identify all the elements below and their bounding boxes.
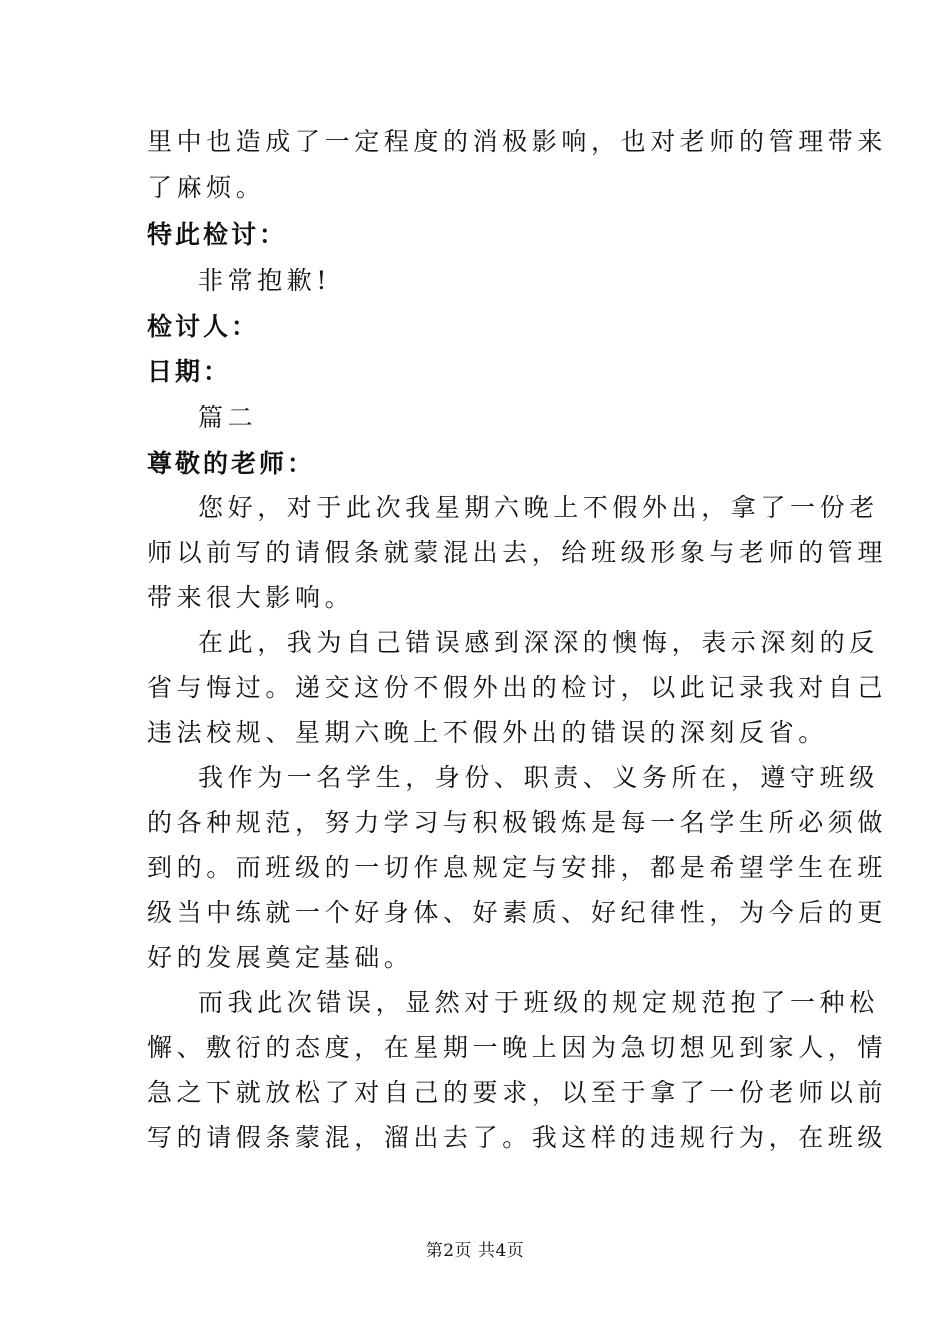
page-number-footer: 第2页 共4页 — [425, 1241, 525, 1261]
text-line: 而我此次错误，显然对于班级的规定规范抱了一种松 — [198, 988, 879, 1017]
text-line: 的各种规范，努力学习与积极锻炼是每一名学生所必须做 — [147, 808, 888, 837]
section-title: 篇二 — [198, 403, 258, 432]
text-line: 师以前写的请假条就蒙混出去，给班级形象与老师的管理 — [147, 538, 888, 567]
text-line: 里中也造成了一定程度的消极影响，也对老师的管理带来 — [147, 127, 888, 156]
text-line: 了麻烦。 — [147, 173, 266, 202]
text-line: 您好，对于此次我星期六晚上不假外出，拿了一份老 — [198, 493, 879, 522]
signer-label: 检讨人： — [147, 312, 260, 341]
text-line: 写的请假条蒙混，溜出去了。我这样的违规行为，在班级 — [147, 1123, 888, 1152]
closing-heading: 特此检讨： — [147, 220, 288, 249]
text-line: 急之下就放松了对自己的要求，以至于拿了一份老师以前 — [147, 1078, 888, 1107]
apology-line: 非常抱歉! — [198, 266, 332, 295]
text-line: 带来很大影响。 — [147, 583, 355, 612]
text-line: 违法校规、星期六晚上不假外出的错误的深刻反省。 — [147, 718, 828, 747]
text-line: 懈、敷衍的态度，在星期一晚上因为急切想见到家人，情 — [147, 1033, 888, 1062]
text-line: 在此，我为自己错误感到深深的懊悔，表示深刻的反 — [198, 628, 879, 657]
text-line: 好的发展奠定基础。 — [147, 943, 414, 972]
date-label: 日期： — [147, 357, 232, 386]
text-line: 我作为一名学生，身份、职责、义务所在，遵守班级 — [198, 763, 879, 792]
text-line: 省与悔过。递交这份不假外出的检讨，以此记录我对自己 — [147, 673, 888, 702]
text-line: 级当中练就一个好身体、好素质、好纪律性，为今后的更 — [147, 898, 888, 927]
salutation: 尊敬的老师： — [147, 449, 316, 478]
text-line: 到的。而班级的一切作息规定与安排，都是希望学生在班 — [147, 853, 888, 882]
